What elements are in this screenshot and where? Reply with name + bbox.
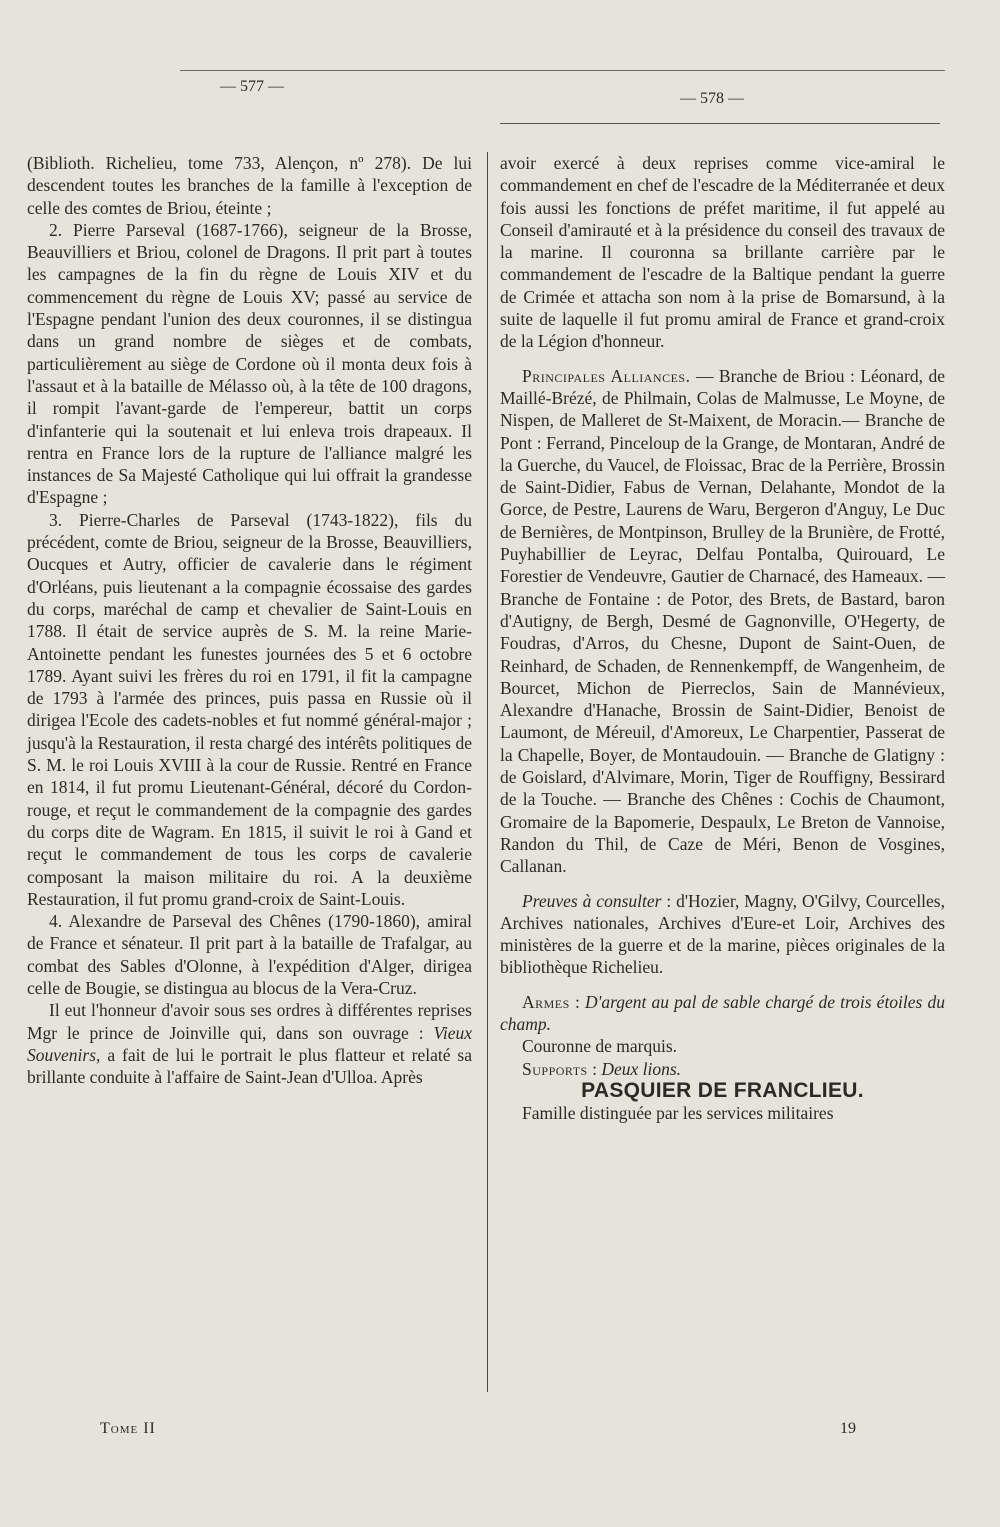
preuves-label: Preuves à consulter <box>522 890 662 911</box>
column-divider <box>487 152 488 1392</box>
right-column <box>500 152 945 1124</box>
signature-mark: 19 <box>840 1420 856 1437</box>
alliances-text: — Branche de Briou : Léonard, de Maillé-Brézé, de Philmain, Colas de Malmusse, Le Moyne, de Nispen, de Malleret de St-Maixent, de Moracin.— Branche de Pont : Ferrand, Pinceloup de la Grange, de Montaran, André de la Guerche, du Vaucel, de Floissac, Brac de la Perrière, Brossin de Saint-Didier, Fabus de Vernan, Delahante, Mondot de la Gorce, de Pestre, Laurens de Waru, Bergeron d'Anguy, Le Duc de Bernières, de Montpinson, Brulley de la Brunière, de Frotté, Puyhabillier de Leyrac, Delfau Pontalba, Quirouard, Le Forestier de Vendeuvre, Gautier de Charnacé, des Hameaux. — Branche de Fontaine : de Potor, des Brets, de Bastard, baron d'Autigny, de Bergh, Desmé de Gagnonville, O'Hegerty, de Foudras, d'Arros, du Chesne, Dupont de Saint-Ouen, de Reinhard, de Schaden, de Rennenkempff, de Wangenheim, de Bourcet, Michon de Pierreclos, Sain de Mannévieux, Alexandre d'Hanache, Brossin de Saint-Didier, Benoist de Laumont, de Méreuil, d'Amoreux, Le Charpentier, Passerat de la Chapelle, Boyer, de Montaudouin. — Branche de Glatigny : de Goislard, d'Alvimare, Morin, Tiger de Rouffigny, Bessirard de la Touche. — Branche des Chênes : Cochis de Chaumont, Gromaire de la Bapomerie, Despaulx, Le Breton de Vannoise, Randon du Thil, de Caze de Méri, Benon de Vosgines, Callanan. <box>500 365 945 877</box>
armes-text: D'argent au pal de sable chargé de trois étoiles du champ. <box>500 991 945 1034</box>
paragraph-4: 4. Alexandre de Parseval des Chênes (1790-1860), amiral de France et sénateur. Il prit part à la bataille de Trafalgar, au combat des Sables d'Olonne, à l'expédition d'Alger, dirigea celle de Bougie, se distingua au blocus de la Vera-Cruz. <box>27 911 472 998</box>
paragraph-5 <box>27 999 472 1088</box>
left-column <box>27 152 472 1088</box>
header-rule <box>500 123 940 124</box>
p5-text-before: Il eut l'honneur d'avoir sous ses ordres à différentes reprises Mgr le prince de Joinville qui, dans son ouvrage : <box>27 1000 472 1043</box>
armes-label: Armes <box>522 991 570 1012</box>
paragraph-2: 2. Pierre Parseval (1687-1766), seigneur de la Brosse, Beauvilliers et Briou, colonel de Dragons. Il prit part à toutes les campagnes de la fin du règne de Louis XIV et du commencement du règne de Louis XV; passé au service de l'Espagne pendant l'union des deux couronnes, il se distingua dans un grand nombre de sièges et de combats, particulièrement au siège de Cordone où il monta deux fois à l'assaut et à la bataille de Mélasso où, à la tête de 100 dragons, il rompit l'avant-garde de l'empereur, battit un corps d'infanterie qui la soutenait et lui enleva trois drapeaux. Il rentra en France lors de la rupture de l'alliance malgré les instances de Sa Majesté Catholique qui lui offrait la grandesse d'Espagne ; <box>27 219 472 508</box>
armes-sep: : <box>569 991 585 1012</box>
supports-sep: : <box>587 1058 602 1079</box>
armes-paragraph <box>500 991 945 1036</box>
family-heading: PASQUIER DE FRANCLIEU. <box>581 1078 864 1102</box>
supports-text: Deux lions. <box>601 1058 682 1079</box>
supports-label: Supports <box>522 1058 588 1079</box>
p5-text-after: , a fait de lui le portrait le plus flatteur et relaté sa brillante conduite à l'affaire de Saint-Jean d'Ulloa. Après <box>27 1044 472 1088</box>
family-intro: Famille distinguée par les services militaires <box>522 1103 834 1124</box>
preuves-text: : d'Hozier, Magny, O'Gilvy, Courcelles, Archives nationales, Archives d'Eure-et Loir, Archives des ministères de la guerre et de la marine, pièces originales de la bibliothèque Richelieu. <box>500 890 945 978</box>
paragraph-3: 3. Pierre-Charles de Parseval (1743-1822), fils du précédent, comte de Briou, seigneur de la Brosse, Beauvilliers, Oucques et Autry, officier de cavalerie dans le régiment d'Orléans, puis lieutenant a la compagnie écossaise des gardes du corps, maréchal de camp et chevalier de Saint-Louis en 1788. Il était de service auprès de S. M. la reine Marie-Antoinette pendant les funestes journées des 5 et 6 octobre 1789. Ayant suivi les frères du roi en 1791, il fit la campagne de 1793 à l'armée des princes, puis passa en Russie où il dirigea l'Ecole des cadets-nobles et fut nommé général-major ; jusqu'à la Restauration, il resta chargé des intérêts politiques de S. M. le roi Louis XVIII à la cour de Russie. Rentré en France en 1814, il fut promu Lieutenant-Général, décoré du Cordon-rouge, et reçut le commandement de la compagnie des gardes du corps dite de Wagram. En 1815, il suivit le roi à Gand et reçut le commandement de tous les corps de cavalerie composant la maison militaire du roi. A la deuxième Restauration, il fut promu grand-croix de Saint-Louis. <box>27 509 472 909</box>
preuves-paragraph <box>500 890 945 979</box>
book-title: Vieux Souvenirs <box>27 1022 472 1065</box>
right-page-number: — 578 — <box>680 90 744 107</box>
couronne-line: Couronne de marquis. <box>522 1036 678 1057</box>
top-rule <box>180 70 945 71</box>
volume-label: Tome II <box>100 1420 156 1437</box>
alliances-label: Principales Alliances. <box>522 365 691 386</box>
paragraph-1: (Biblioth. Richelieu, tome 733, Alençon, nº 278). De lui descendent toutes les branches de la famille à l'exception de celle des comtes de Briou, éteinte ; <box>27 153 472 218</box>
supports-line <box>500 1058 945 1080</box>
alliances-paragraph <box>500 365 945 878</box>
left-page-number: — 577 — <box>220 78 284 95</box>
paragraph-continued: avoir exercé à deux reprises comme vice-amiral le commandement en chef de l'escadre de la Méditerranée et deux fois aussi les fonctions de préfet maritime, il fut appelé au Conseil d'amirauté et à la présidence du conseil des travaux de la marine. Il couronna sa brillante carrière par le commandement de l'escadre de la Baltique pendant la guerre de Crimée et attacha son nom à la prise de Bomarsund, à la suite de laquelle il fut promu amiral de France et grand-croix de la Légion d'honneur. <box>500 153 945 352</box>
